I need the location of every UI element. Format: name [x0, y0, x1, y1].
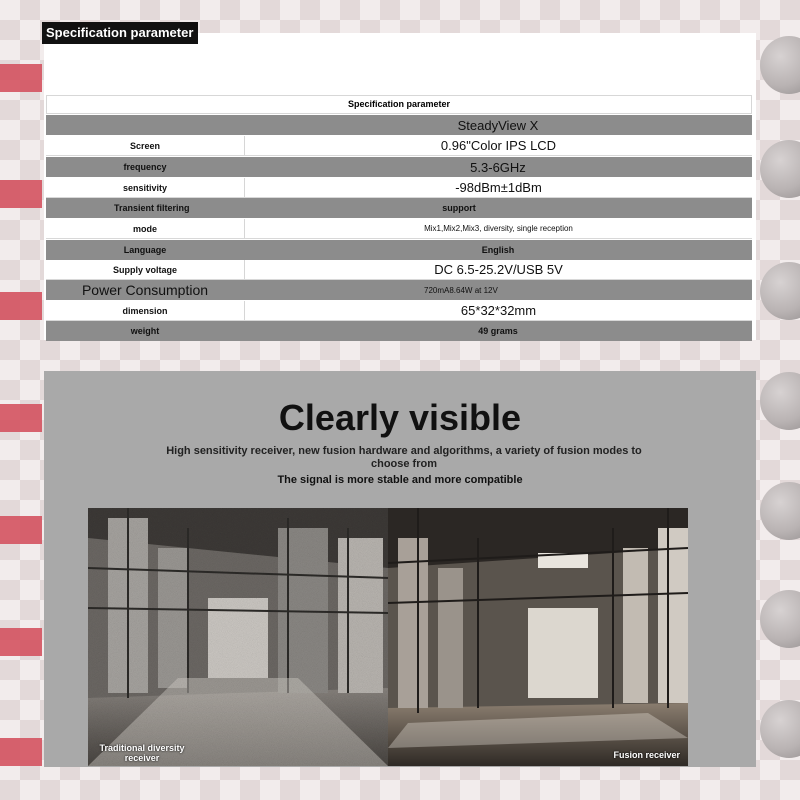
spec-label: Power Consumption: [81, 282, 209, 298]
spec-row-model: [46, 115, 752, 135]
spec-label: Transient filtering: [114, 203, 190, 213]
spec-row-mode: [46, 219, 752, 239]
spec-value: 5.3-6GHz: [470, 159, 526, 175]
red-swatch-decoration: [0, 292, 42, 320]
spec-value: Mix1,Mix2,Mix3, diversity, single reception: [424, 224, 573, 233]
spec-label: frequency: [123, 162, 167, 172]
spec-value: support: [442, 203, 476, 213]
spec-row-weight: [46, 321, 752, 341]
spec-row-supply-voltage: [46, 260, 752, 280]
red-swatch-decoration: [0, 516, 42, 544]
header-tag: Specification parameter: [42, 22, 198, 44]
spec-label: Supply voltage: [46, 260, 245, 279]
spec-label: Screen: [46, 136, 245, 155]
spec-row-dimension: [46, 301, 752, 321]
traditional-receiver-image: [88, 508, 388, 766]
red-swatch-decoration: [0, 404, 42, 432]
spec-row-frequency: [46, 157, 752, 177]
spec-row-screen: [46, 136, 752, 156]
right-image-caption: Fusion receiver: [613, 750, 680, 760]
spec-label: Language: [123, 245, 167, 255]
feature-title: Clearly visible: [278, 397, 522, 438]
spec-value: 720mA8.64W at 12V: [424, 285, 498, 295]
red-swatch-decoration: [0, 738, 42, 766]
spec-value: 0.96"Color IPS LCD: [440, 138, 557, 153]
feature-subtitle: The signal is more stable and more compatible: [277, 474, 523, 486]
red-swatch-decoration: [0, 180, 42, 208]
spec-row-power-consumption: [46, 280, 752, 300]
red-swatch-decoration: [0, 64, 42, 92]
left-image-caption: Traditional diversity receiver: [99, 743, 185, 763]
spec-value: English: [481, 245, 515, 255]
specification-panel: [44, 33, 756, 340]
spec-value: 49 grams: [478, 326, 518, 336]
feature-description: High sensitivity receiver, new fusion hardware and algorithms, a variety of fusion modes to choose from: [166, 445, 642, 470]
feature-panel: [44, 371, 756, 767]
spec-row-sensitivity: [46, 178, 752, 198]
spec-label: weight: [130, 326, 160, 336]
red-swatch-decoration: [0, 628, 42, 656]
fusion-receiver-image: [388, 508, 688, 766]
spec-label: dimension: [46, 301, 245, 320]
spec-value: SteadyView X: [457, 117, 539, 133]
spec-value: -98dBm±1dBm: [455, 180, 542, 195]
spec-row-transient-filtering: [46, 198, 752, 218]
spec-value: DC 6.5-25.2V/USB 5V: [434, 262, 563, 277]
spec-table-title: Specification parameter: [46, 95, 752, 114]
spec-label: mode: [46, 219, 245, 238]
spec-value: 65*32*32mm: [460, 303, 537, 318]
spec-row-language: [46, 240, 752, 260]
spec-label: sensitivity: [46, 178, 245, 197]
